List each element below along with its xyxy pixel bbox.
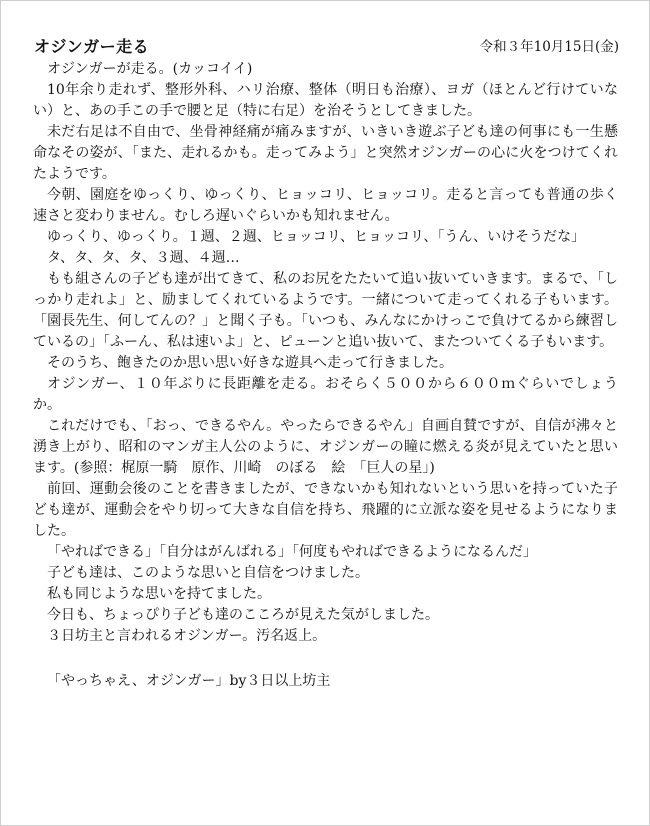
paragraph: 子ども達は、このような思いと自信をつけました。 xyxy=(47,565,369,581)
header xyxy=(34,31,619,57)
signature: 「やっちゃえ、オジンガー」by３日以上坊主 xyxy=(47,673,331,689)
spacer xyxy=(33,647,618,671)
paragraph: そのうち、飽きたのか思い思い好きな遊具へ走って行きました。 xyxy=(47,355,453,371)
paragraph: ゆっくり、ゆっくり。１週、２週、ヒョッコリ、ヒョッコリ、「うん、いけそうだな」 xyxy=(47,229,586,245)
paragraph: オジンガーが走る。(カッコイイ) xyxy=(47,61,253,77)
paragraph: 未だ右足は不自由で、坐骨神経痛が痛みますが、いきいき遊ぶ子ども達の何事にも一生懸命なその姿が、「また、走れるかも。走ってみよう」と突然オジンガーの心に火をつけてくれたようです。 xyxy=(33,124,618,182)
paragraph: タ、タ、タ、タ、３週、４週… xyxy=(47,250,240,266)
paragraph: 前回、運動会後のことを書きましたが、できないかも知れないという思いを持っていた子ども達が、運動会をやり切って大きな自信を持ち、飛躍的に立派な姿を見せるようになりました。 xyxy=(33,481,618,539)
paragraph: これだけでも、「おっ、できるやん。やったらできるやん」自画自賛ですが、自信が沸々と湧き上がり、昭和のマンガ主人公のように、オジンガーの瞳に燃える炎が見えていたと思います。(参照：梶原一騎 原作、川崎 のぼる 絵 「巨人の星」) xyxy=(33,418,618,476)
article-body xyxy=(33,59,618,692)
paragraph: 私も同じような思いを持てました。 xyxy=(47,586,271,602)
article-date: 令和３年10月15日(金) xyxy=(479,39,619,55)
paragraph: 今朝、園庭をゆっくり、ゆっくり、ヒョッコリ、ヒョッコリ。走ると言っても普通の歩く速さと変わりません。むしろ遅いぐらいかも知れません。 xyxy=(33,187,618,224)
paragraph: 10年余り走れず、整形外科、ハリ治療、整体（明日も治療）、ヨガ（ほとんど行けていない）と、あの手この手で腰と足（特に右足）を治そうとしてきました。 xyxy=(33,82,618,119)
paragraph: 「やればできる」「自分はがんばれる」「何度もやればできるようになるんだ」 xyxy=(47,544,537,560)
paragraph: オジンガー、１０年ぶりに長距離を走る。おそらく５００から６００ｍぐらいでしょうか。 xyxy=(33,376,618,413)
paragraph: もも組さんの子ども達が出てきて、私のお尻をたたいて追い抜いていきます。まるで、「しっかり走れよ」と、励ましてくれているようです。一緒について走ってくれる子もいます。「園長先生、何してんの？」と聞く子も。「いつも、みんなにかけっこで負けてるから練習しているの」「ふーん、私は速いよ」と、ピューンと追い抜いて、またついてくる子もいます。 xyxy=(33,271,618,350)
paragraph: 今日も、ちょっぴり子ども達のこころが見えた気がしました。 xyxy=(47,607,439,623)
article-title: オジンガー走る xyxy=(34,37,150,56)
paragraph: ３日坊主と言われるオジンガー。汚名返上。 xyxy=(47,628,327,644)
